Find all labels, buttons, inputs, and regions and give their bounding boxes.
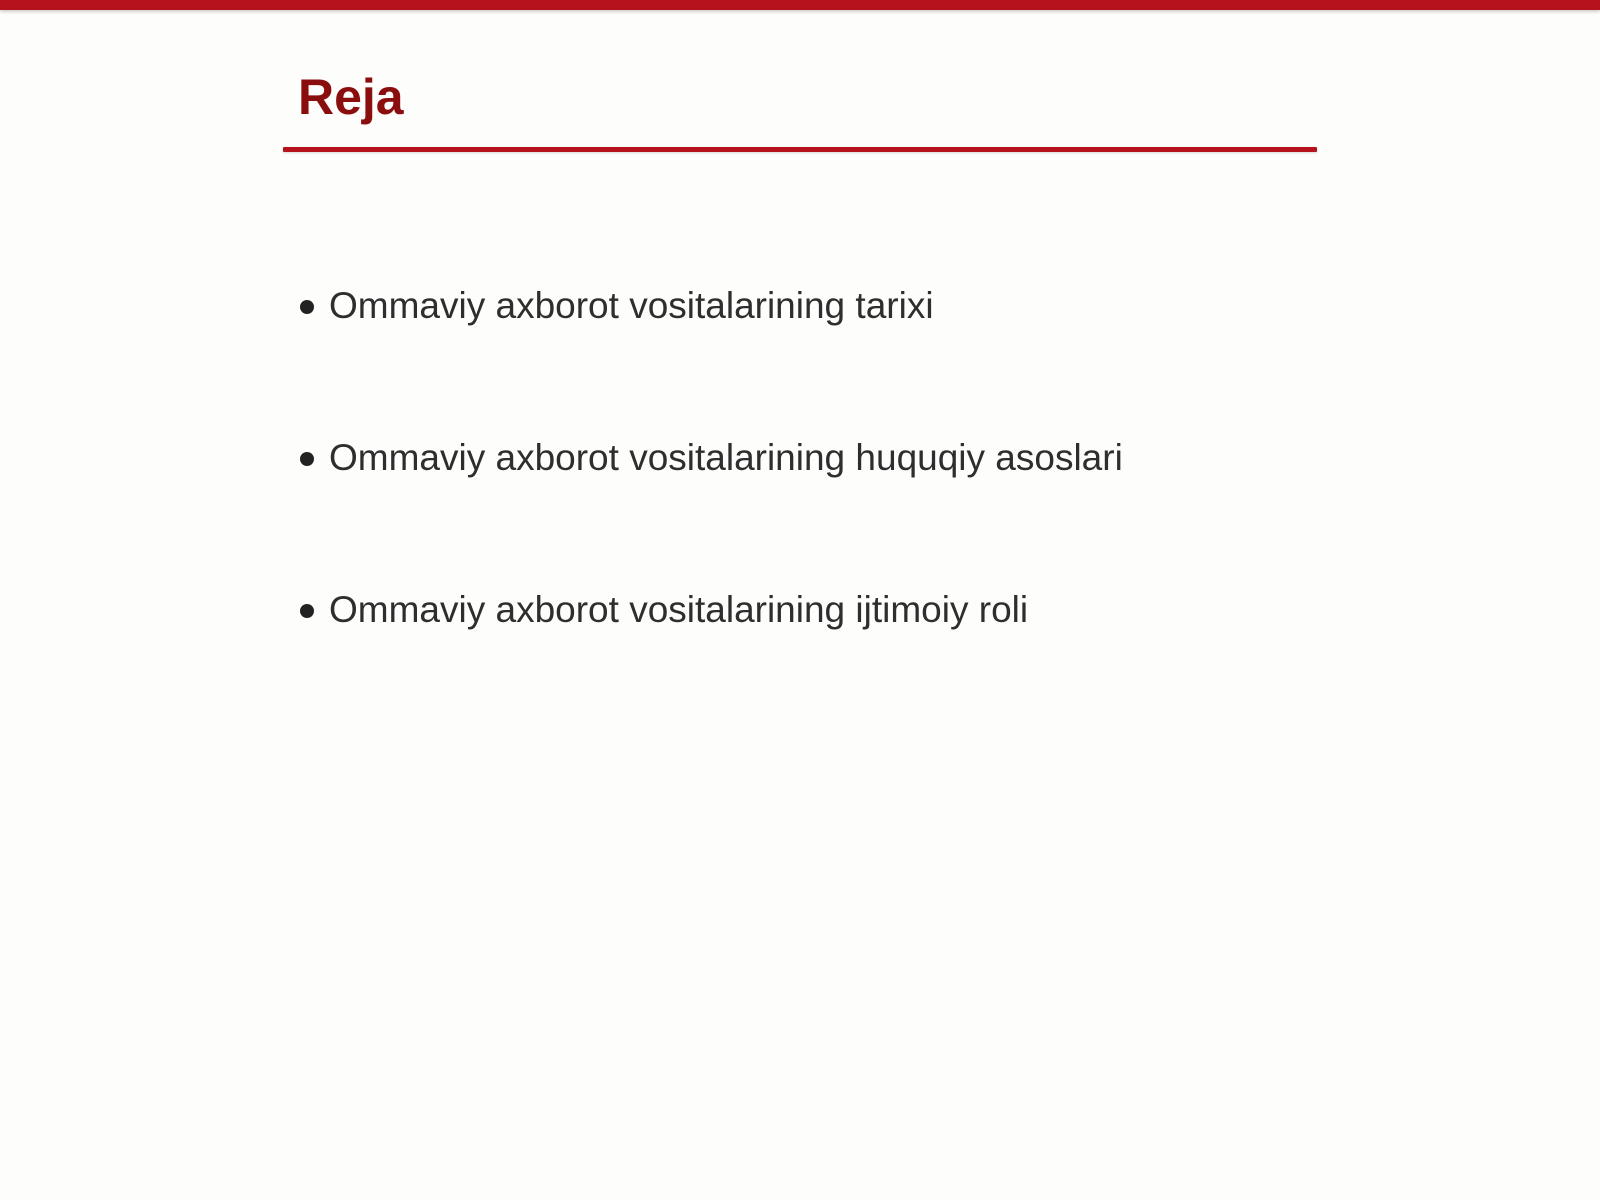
bullet-text: Ommaviy axborot vositalarining ijtimoiy roli [329, 589, 1029, 630]
bullet-icon [300, 452, 314, 466]
bullet-icon [300, 604, 314, 618]
slide-title: Reja [298, 69, 404, 125]
bullet-text: Ommaviy axborot vositalarining tarixi [329, 285, 934, 326]
bullet-icon [300, 300, 314, 314]
bullet-text: Ommaviy axborot vositalarining huquqiy asoslari [329, 437, 1123, 478]
title-underline [283, 147, 1317, 152]
top-accent-bar [0, 0, 1600, 10]
